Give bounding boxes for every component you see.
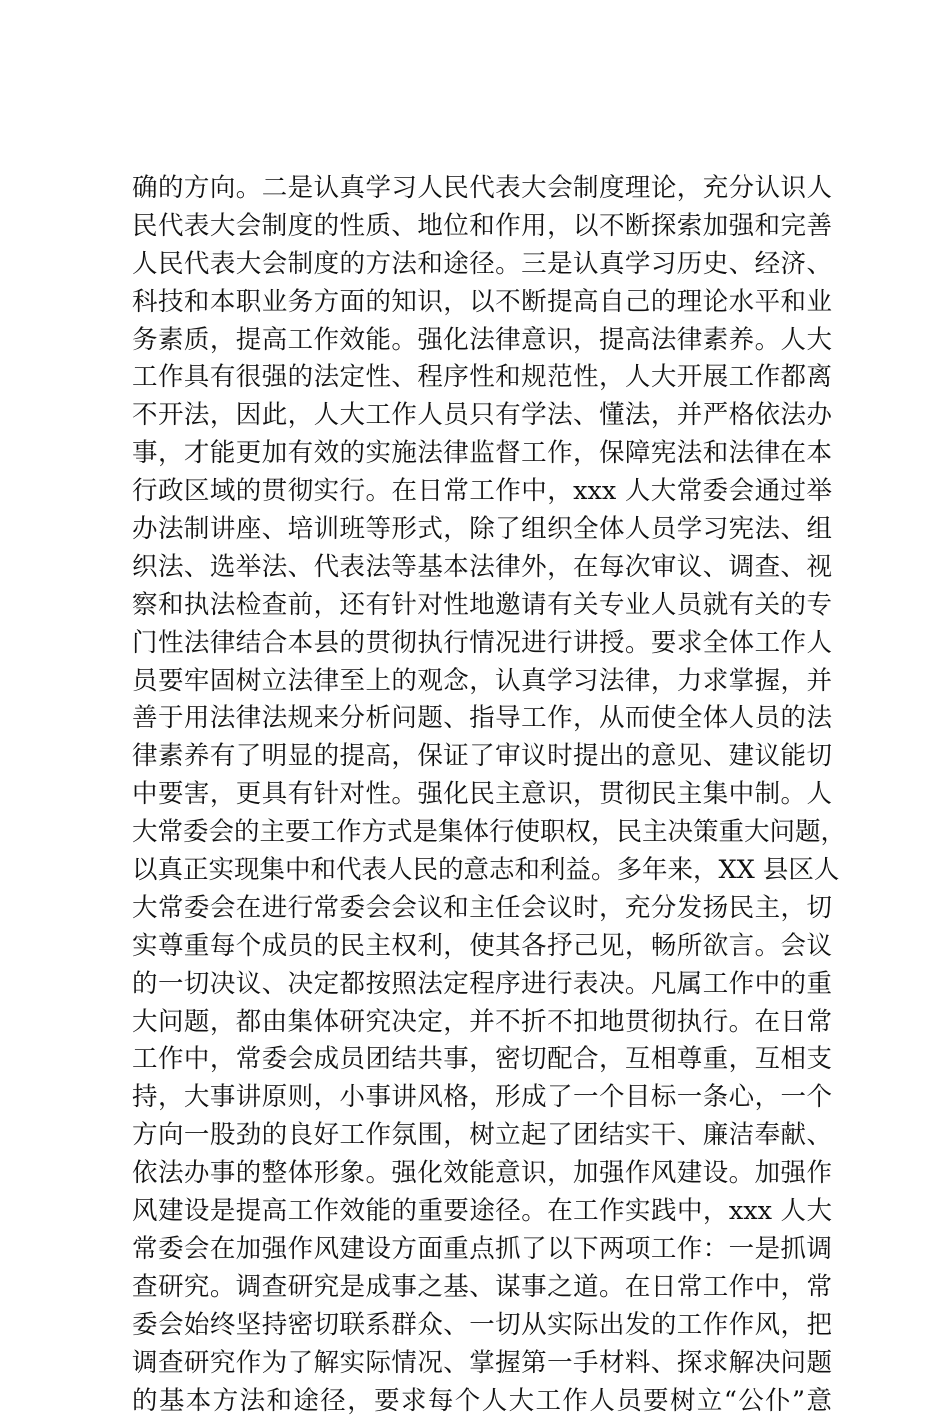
- text-line: 行政区域的贯彻实行。在日常工作中，xxx 人大常委会通过举: [132, 473, 832, 511]
- text-line: 实尊重每个成员的民主权利，使其各抒己见，畅所欲言。会议: [132, 928, 832, 966]
- text-line: 持，大事讲原则，小事讲风格，形成了一个目标一条心，一个: [132, 1079, 832, 1117]
- text-line: 方向一股劲的良好工作氛围，树立起了团结实干、廉洁奉献、: [132, 1117, 832, 1155]
- text-line: 善于用法律法规来分析问题、指导工作，从而使全体人员的法: [132, 700, 832, 738]
- text-line: 大问题，都由集体研究决定，并不折不扣地贯彻执行。在日常: [132, 1004, 832, 1042]
- body-text: [132, 170, 832, 1420]
- text-line: 委会始终坚持密切联系群众、一切从实际出发的工作作风，把: [132, 1307, 832, 1345]
- text-line: 依法办事的整体形象。强化效能意识，加强作风建设。加强作: [132, 1155, 832, 1193]
- text-line: 工作中，常委会成员团结共事，密切配合，互相尊重，互相支: [132, 1041, 832, 1079]
- text-line: 大常委会在进行常委会会议和主任会议时，充分发扬民主，切: [132, 890, 832, 928]
- text-line: 常委会在加强作风建设方面重点抓了以下两项工作：一是抓调: [132, 1231, 832, 1269]
- text-line: 门性法律结合本县的贯彻执行情况进行讲授。要求全体工作人: [132, 625, 832, 663]
- text-line: 以真正实现集中和代表人民的意志和利益。多年来，XX 县区人: [132, 852, 832, 890]
- text-line: 民代表大会制度的性质、地位和作用，以不断探索加强和完善: [132, 208, 832, 246]
- text-line: 的基本方法和途径，要求每个人大工作人员要树立“公仆”意: [132, 1383, 832, 1420]
- text-line: 风建设是提高工作效能的重要途径。在工作实践中，xxx 人大: [132, 1193, 832, 1231]
- text-line: 工作具有很强的法定性、程序性和规范性，人大开展工作都离: [132, 359, 832, 397]
- text-line: 务素质，提高工作效能。强化法律意识，提高法律素养。人大: [132, 322, 832, 360]
- text-line: 人民代表大会制度的方法和途径。三是认真学习历史、经济、: [132, 246, 832, 284]
- text-line: 中要害，更具有针对性。强化民主意识，贯彻民主集中制。人: [132, 776, 832, 814]
- text-line: 查研究。调查研究是成事之基、谋事之道。在日常工作中，常: [132, 1269, 832, 1307]
- text-line: 事，才能更加有效的实施法律监督工作，保障宪法和法律在本: [132, 435, 832, 473]
- text-line: 办法制讲座、培训班等形式，除了组织全体人员学习宪法、组: [132, 511, 832, 549]
- text-line: 员要牢固树立法律至上的观念，认真学习法律，力求掌握，并: [132, 663, 832, 701]
- text-line: 的一切决议、决定都按照法定程序进行表决。凡属工作中的重: [132, 966, 832, 1004]
- text-line: 大常委会的主要工作方式是集体行使职权，民主决策重大问题，: [132, 814, 832, 852]
- text-line: 调查研究作为了解实际情况、掌握第一手材料、探求解决问题: [132, 1345, 832, 1383]
- text-line: 科技和本职业务方面的知识，以不断提高自己的理论水平和业: [132, 284, 832, 322]
- text-line: 织法、选举法、代表法等基本法律外，在每次审议、调查、视: [132, 549, 832, 587]
- text-line: 察和执法检查前，还有针对性地邀请有关专业人员就有关的专: [132, 587, 832, 625]
- text-line: 确的方向。二是认真学习人民代表大会制度理论，充分认识人: [132, 170, 832, 208]
- text-line: 不开法，因此，人大工作人员只有学法、懂法，并严格依法办: [132, 397, 832, 435]
- text-line: 律素养有了明显的提高，保证了审议时提出的意见、建议能切: [132, 738, 832, 776]
